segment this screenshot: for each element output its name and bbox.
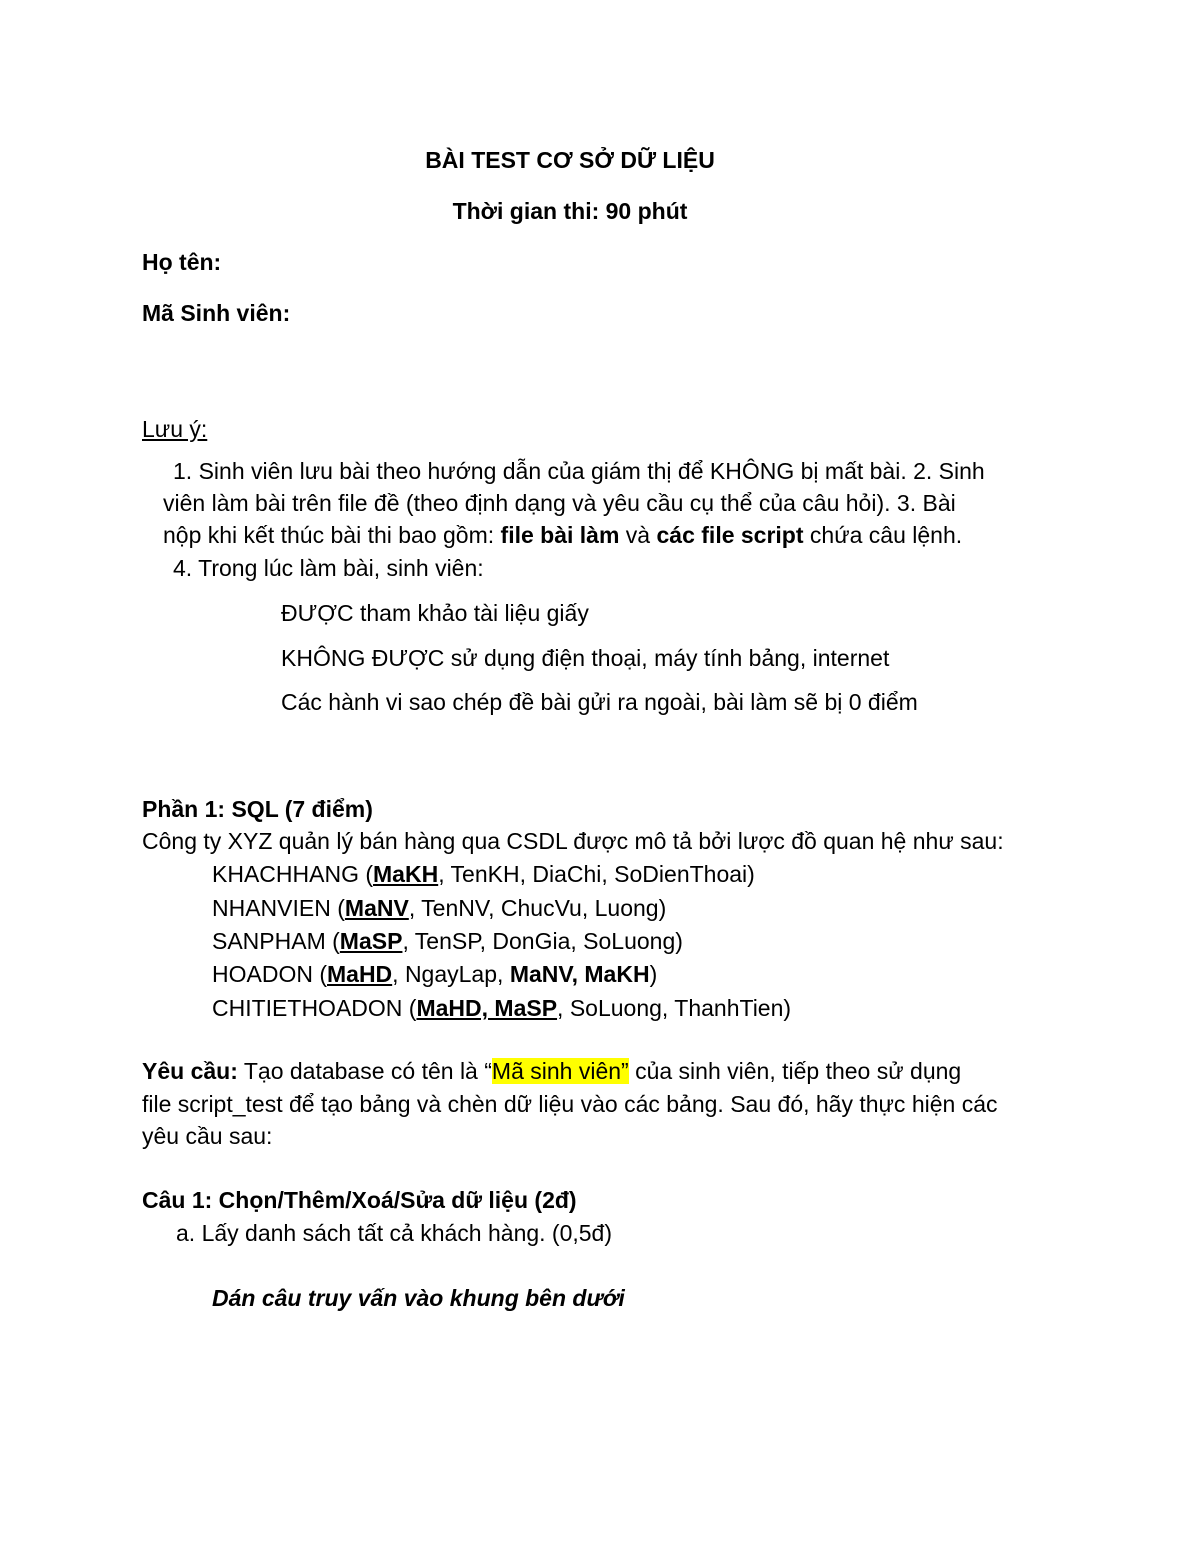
notes-bold-script-files: các file script xyxy=(656,522,804,548)
notes-text: nộp khi kết thúc bài thi bao gồm: xyxy=(163,522,501,548)
table-name: NHANVIEN ( xyxy=(212,895,345,921)
highlighted-db-name: Mã sinh viên” xyxy=(491,1058,629,1084)
question-1a-instruction: Dán câu truy vấn vào khung bên dưới xyxy=(212,1285,625,1311)
schema-khachhang xyxy=(212,859,755,889)
schema-chitiethoadon xyxy=(212,993,791,1023)
exam-duration: Thời gian thi: 90 phút xyxy=(452,198,688,224)
notes-bold-answer-file: file bài làm xyxy=(500,522,620,548)
requirement-text: Tạo database có tên là “ xyxy=(237,1058,492,1084)
table-attributes: ) xyxy=(649,961,658,987)
student-id-label: Mã Sinh viên: xyxy=(142,300,291,326)
primary-key: MaHD xyxy=(327,961,393,987)
schema-nhanvien xyxy=(212,893,666,923)
question-1a: a. Lấy danh sách tất cả khách hàng. (0,5đ) xyxy=(176,1220,613,1246)
primary-key: MaHD, MaSP xyxy=(416,995,558,1021)
notes-heading: Lưu ý: xyxy=(142,416,208,442)
requirement-line-2: file script_test để tạo bảng và chèn dữ liệu vào các bảng. Sau đó, hãy thực hiện các xyxy=(142,1091,998,1117)
foreign-keys: MaNV, MaKH xyxy=(509,961,650,987)
requirement-line-3: yêu cầu sau: xyxy=(142,1123,273,1149)
rule-forbidden: KHÔNG ĐƯỢC sử dụng điện thoại, máy tính bảng, internet xyxy=(281,645,890,671)
notes-paragraph-line-3 xyxy=(163,520,962,550)
notes-paragraph-line-2: viên làm bài trên file đề (theo định dạng và yêu cầu cụ thể của câu hỏi). 3. Bài xyxy=(163,490,956,516)
part1-heading: Phần 1: SQL (7 điểm) xyxy=(142,796,373,822)
table-name: HOADON ( xyxy=(212,961,327,987)
primary-key: MaKH xyxy=(373,861,439,887)
table-attributes: , SoLuong, ThanhTien) xyxy=(557,995,792,1021)
table-attributes: , NgayLap, xyxy=(392,961,510,987)
question-1-heading: Câu 1: Chọn/Thêm/Xoá/Sửa dữ liệu (2đ) xyxy=(142,1187,577,1213)
requirement-label: Yêu cầu: xyxy=(142,1058,238,1084)
rule-allowed: ĐƯỢC tham khảo tài liệu giấy xyxy=(281,600,589,626)
notes-paragraph-line-4: 4. Trong lúc làm bài, sinh viên: xyxy=(173,555,484,581)
table-name: CHITIETHOADON ( xyxy=(212,995,417,1021)
requirement-line-1 xyxy=(142,1056,961,1086)
schema-sanpham xyxy=(212,926,683,956)
requirement-text: của sinh viên, tiếp theo sử dụng xyxy=(628,1058,962,1084)
schema-hoadon xyxy=(212,959,657,989)
document-title: BÀI TEST CƠ SỞ DỮ LIỆU xyxy=(425,147,715,173)
primary-key: MaNV xyxy=(344,895,409,921)
primary-key: MaSP xyxy=(339,928,403,954)
part1-intro: Công ty XYZ quản lý bán hàng qua CSDL được mô tả bởi lược đồ quan hệ như sau: xyxy=(142,828,1004,854)
table-attributes: , TenNV, ChucVu, Luong) xyxy=(408,895,667,921)
notes-text: chứa câu lệnh. xyxy=(803,522,963,548)
table-attributes: , TenSP, DonGia, SoLuong) xyxy=(402,928,683,954)
table-attributes: , TenKH, DiaChi, SoDienThoai) xyxy=(438,861,755,887)
table-name: SANPHAM ( xyxy=(212,928,340,954)
notes-text: và xyxy=(619,522,657,548)
notes-paragraph-line-1: 1. Sinh viên lưu bài theo hướng dẫn của giám thị để KHÔNG bị mất bài. 2. Sinh xyxy=(173,458,985,484)
table-name: KHACHHANG ( xyxy=(212,861,374,887)
rule-penalty: Các hành vi sao chép đề bài gửi ra ngoài, bài làm sẽ bị 0 điểm xyxy=(281,689,918,715)
name-label: Họ tên: xyxy=(142,249,222,275)
